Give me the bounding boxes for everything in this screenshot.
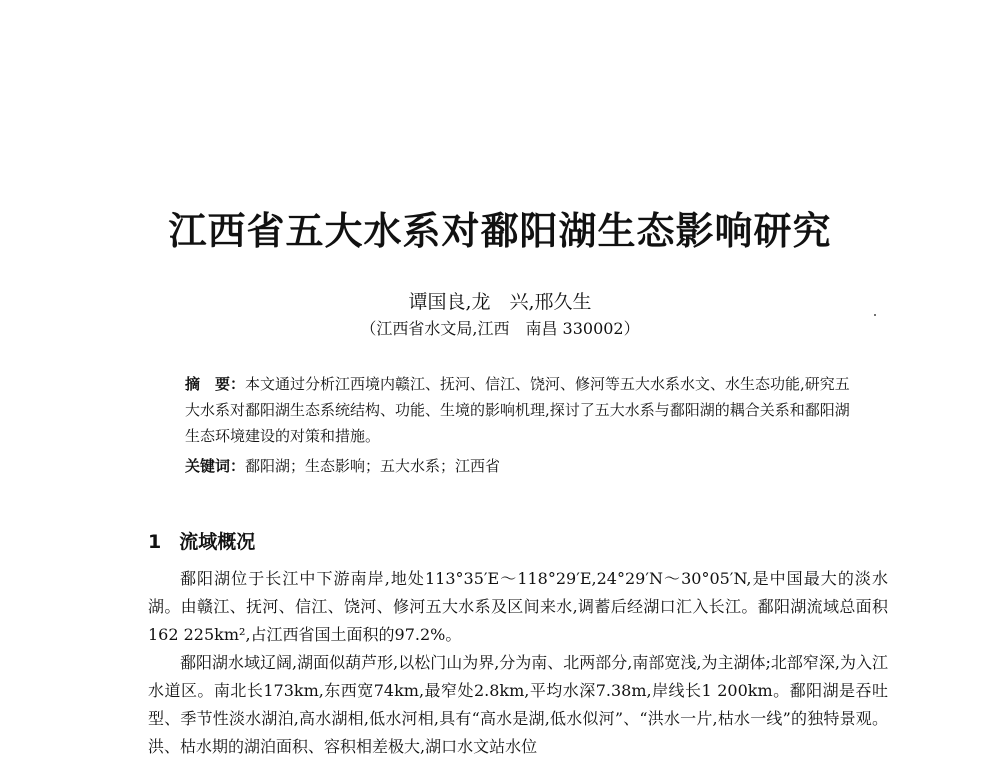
section-title: 流域概况 [179,531,256,553]
author-list: 谭国良,龙 兴,邢久生 [408,291,592,313]
paragraph: 鄱阳湖位于长江中下游南岸,地处113°35′E～118°29′E,24°29′N～30°05′N,是中国最大的淡水湖。由赣江、抚河、信江、饶河、修河五大水系及区间来水,调蓄后经湖口汇入长江。鄱阳湖流域总面积162 225km²,占江西省国土面积的97.2%。 [148,569,888,644]
abstract [185,371,850,449]
keywords-label: 关键词： [185,457,246,475]
paper-title: 江西省五大水系对鄱阳湖生态影响研究 [168,208,832,253]
paragraph: 鄱阳湖水域辽阔,湖面似葫芦形,以松门山为界,分为南、北两部分,南部宽浅,为主湖体;北部窄深,为入江水道区。南北长173km,东西宽74km,最窄处2.8km,平均水深7.38m,岸线长1 200km。鄱阳湖是吞吐型、季节性淡水湖泊,高水湖相,低水河相,具有“高水是湖,低水似河”、“洪水一片,枯水一线”的独特景观。洪、枯水期的湖泊面积、容积相差极大,湖口水文站水位 [148,653,888,756]
section-heading [148,527,255,554]
section-number: 1 [148,531,162,553]
section-body [148,565,888,760]
affiliation: （江西省水文局,江西 南昌 330002） [360,319,640,338]
keywords-text: 鄱阳湖；生态影响；五大水系；江西省 [245,457,501,475]
abstract-label: 摘 要： [185,375,246,393]
speck-mark [874,314,876,316]
abstract-text: 本文通过分析江西境内赣江、抚河、信江、饶河、修河等五大水系水文、水生态功能,研究五大水系对鄱阳湖生态系统结构、功能、生境的影响机理,探讨了五大水系与鄱阳湖的耦合关系和鄱阳湖生态环境建设的对策和措施。 [185,375,850,445]
keywords [185,453,850,479]
